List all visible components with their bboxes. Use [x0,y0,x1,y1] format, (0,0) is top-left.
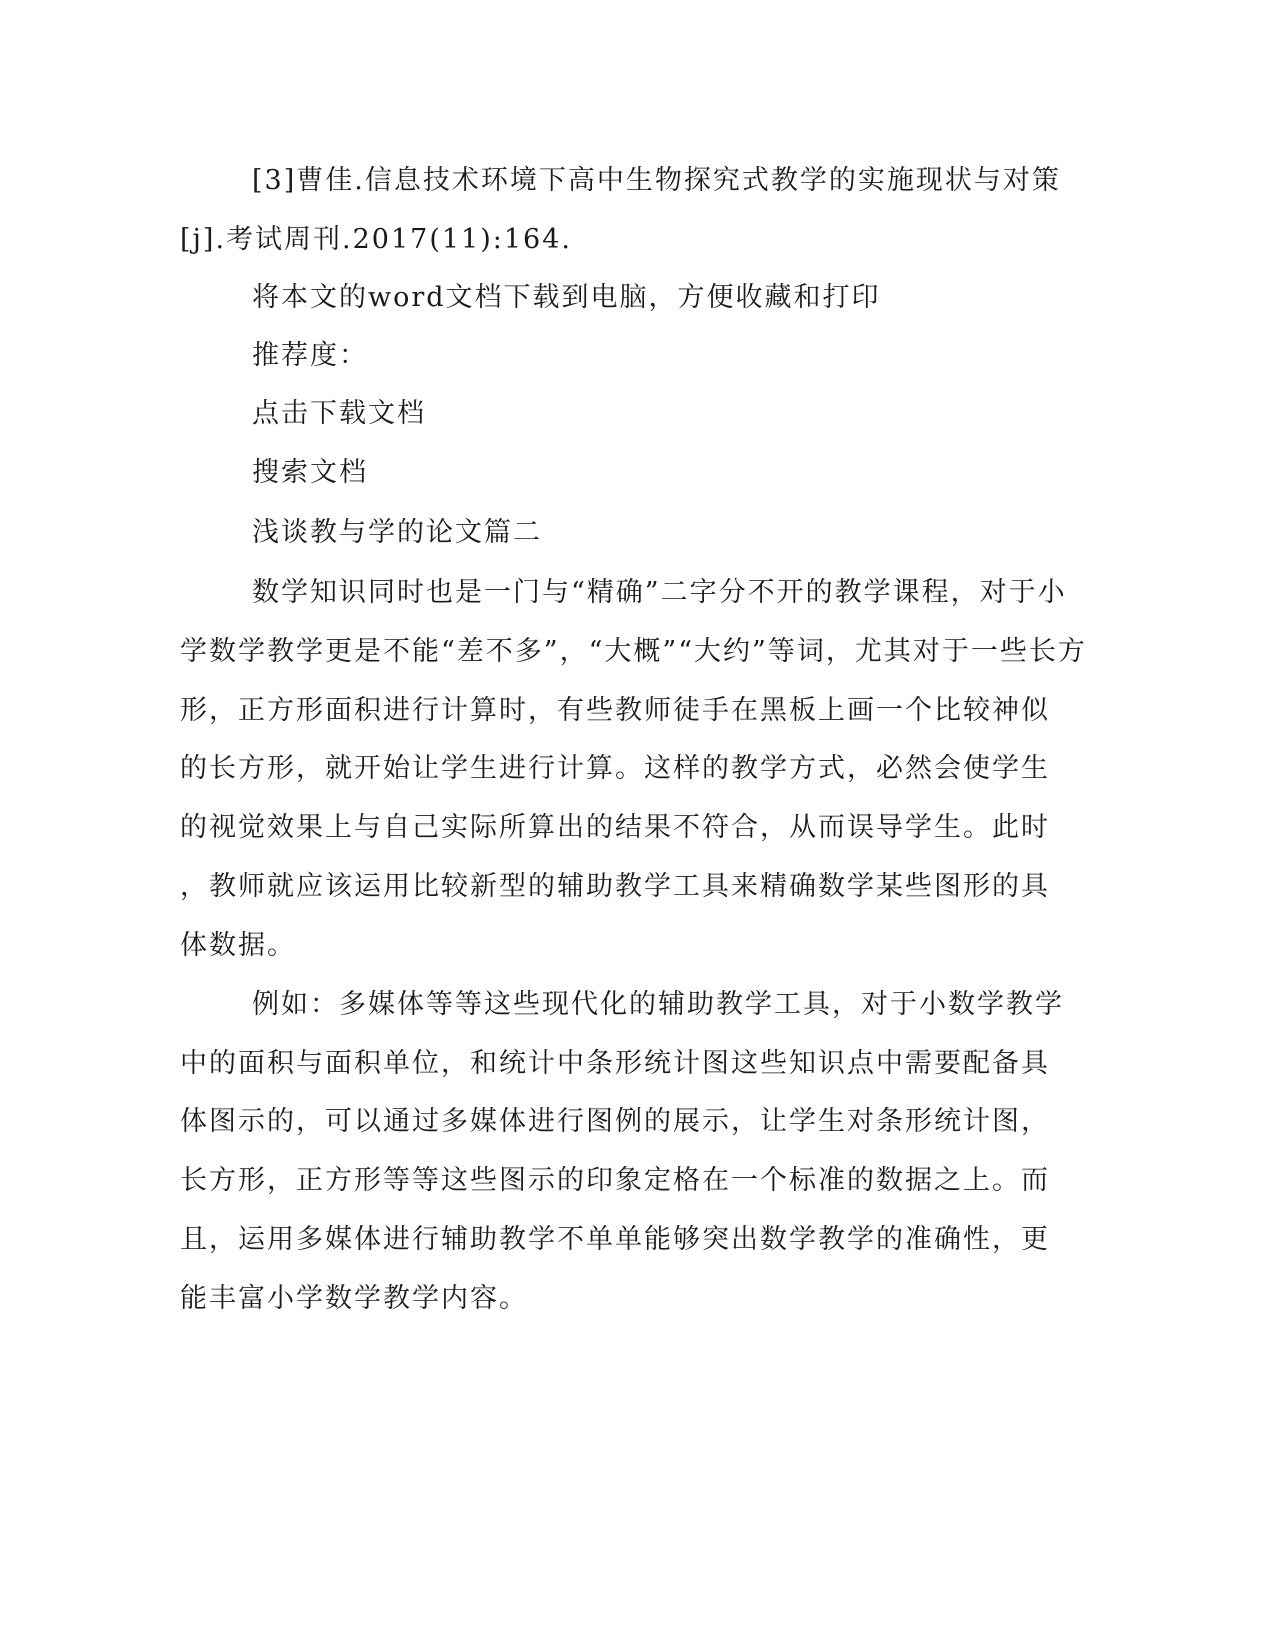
paragraph-1-line: 形，正方形面积进行计算时，有些教师徒手在黑板上画一个比较神似 [180,695,1050,726]
reference-line-2: [j].考试周刊.2017(11):164. [180,224,572,255]
section-title: 浅谈教与学的论文篇二 [252,517,542,548]
paragraph-1-line: 学数学教学更是不能“差不多”，“大概”“大约”等词，尤其对于一些长方 [180,636,1087,667]
recommend-label: 推荐度： [252,340,368,371]
paragraph-2-line: 能丰富小学数学教学内容。 [180,1283,528,1314]
paragraph-1-line: 体数据。 [180,930,296,961]
paragraph-2-line: 例如：多媒体等等这些现代化的辅助教学工具，对于小数学教学 [252,989,1064,1020]
download-notice: 将本文的word文档下载到电脑，方便收藏和打印 [252,282,881,313]
paragraph-1-line: 的视觉效果上与自己实际所算出的结果不符合，从而误导学生。此时 [180,812,1050,843]
paragraph-1-line: ，教师就应该运用比较新型的辅助教学工具来精确数学某些图形的具 [180,871,1050,902]
paragraph-2-line: 长方形，正方形等等这些图示的印象定格在一个标准的数据之上。而 [180,1165,1050,1196]
search-document-link[interactable]: 搜索文档 [252,457,368,488]
paragraph-2-line: 中的面积与面积单位，和统计中条形统计图这些知识点中需要配备具 [180,1048,1050,1079]
download-document-link[interactable]: 点击下载文档 [252,398,426,429]
reference-line-1: [3]曹佳.信息技术环境下高中生物探究式教学的实施现状与对策 [252,165,1061,196]
paragraph-2-line: 且，运用多媒体进行辅助教学不单单能够突出数学教学的准确性，更 [180,1224,1050,1255]
paragraph-1-line: 的长方形，就开始让学生进行计算。这样的教学方式，必然会使学生 [180,753,1050,784]
paragraph-1-line: 数学知识同时也是一门与“精确”二字分不开的教学课程，对于小 [252,577,1067,608]
paragraph-2-line: 体图示的，可以通过多媒体进行图例的展示，让学生对条形统计图， [180,1106,1050,1137]
